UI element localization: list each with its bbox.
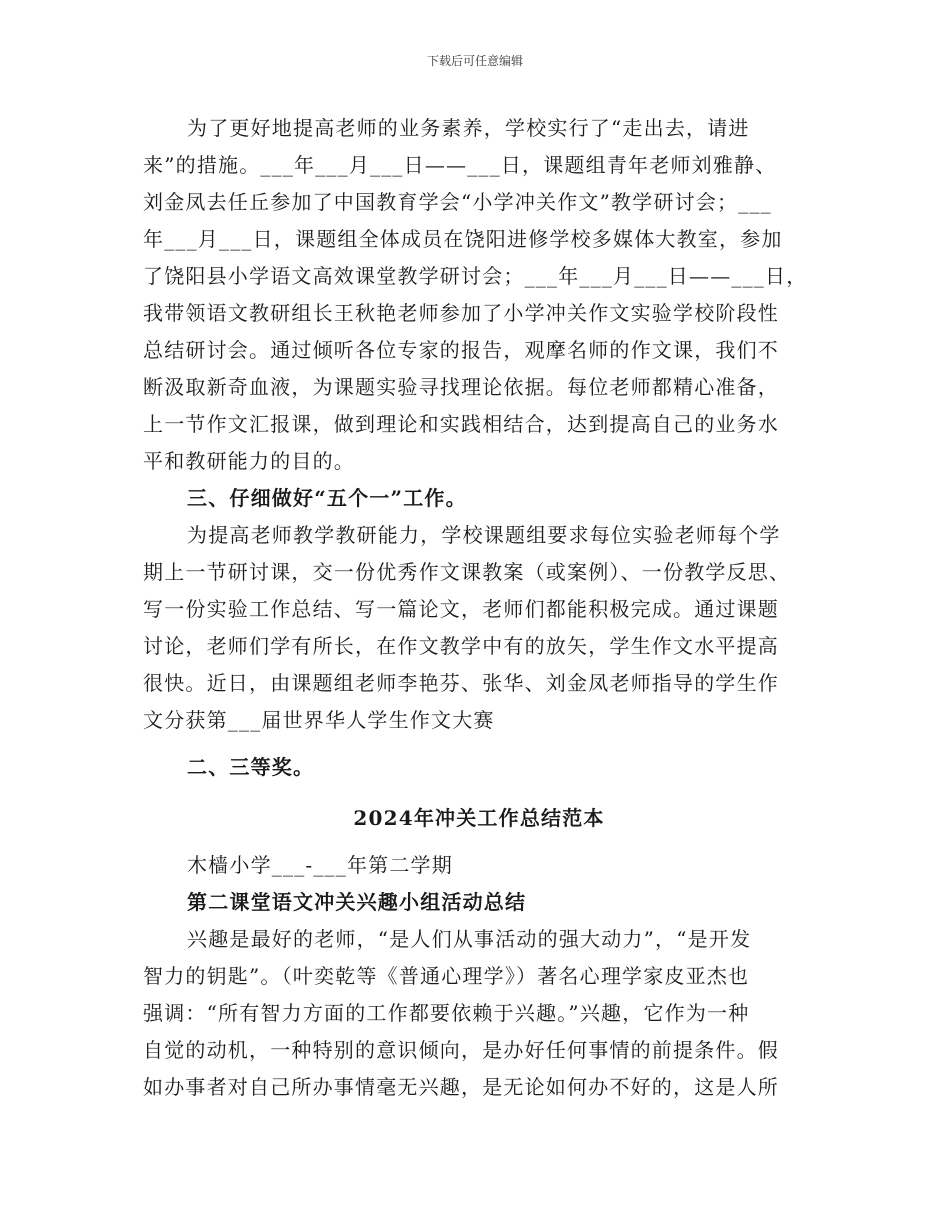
paragraph-line: 文分获第___届世界华人学生作文大赛 xyxy=(143,708,495,732)
paragraph-line: 强调：“所有智力方面的工作都要依赖于兴趣。”兴趣，它作为一种 xyxy=(143,1001,750,1025)
section-3 xyxy=(143,480,815,786)
paragraph-line: 如办事者对自己所办事情毫无兴趣，是无论如何办不好的，这是人所 xyxy=(143,1075,779,1099)
paragraph-line: 很快。近日，由课题组老师李艳芬、张华、刘金凤老师指导的学生作 xyxy=(143,671,779,695)
document-title: 2024年冲关工作总结范本 xyxy=(353,806,605,830)
school-term-line: 木樯小学___-___年第二学期 xyxy=(187,853,453,877)
paragraph-line: 写一份实验工作总结、写一篇论文，老师们都能积极完成。通过课题 xyxy=(143,597,779,621)
paragraph-line: 为提高老师教学教研能力，学校课题组要求每位实验老师每个学 xyxy=(187,523,781,547)
paragraph-line: 年___月___日，课题组全体成员在饶阳进修学校多媒体大教室，参加 xyxy=(143,227,783,251)
paragraph-line: 平和教研能力的目的。 xyxy=(143,449,355,473)
document-body xyxy=(143,110,815,1106)
document-subtitle: 第二课堂语文冲关兴趣小组活动总结 xyxy=(187,890,527,914)
paragraph-line: 讨论，老师们学有所长，在作文教学中有的放矢，学生作文水平提高 xyxy=(143,634,779,658)
document-2 xyxy=(143,800,815,1106)
section-heading: 三、仔细做好“五个一”工作。 xyxy=(187,486,467,510)
paragraph-line: 刘金凤去任丘参加了中国教育学会“小学冲关作文”教学研讨会；___ xyxy=(143,190,772,214)
paragraph-line: 断汲取新奇血液，为课题实验寻找理论依据。每位老师都精心准备， xyxy=(143,375,779,399)
paragraph-line: 期上一节研讨课，交一份优秀作文课教案（或案例）、一份教学反思、 xyxy=(143,560,791,584)
paragraph-line: 上一节作文汇报课，做到理论和实践相结合，达到提高自己的业务水 xyxy=(143,412,779,436)
paragraph-line: 总结研讨会。通过倾听各位专家的报告，观摩名师的作文课，我们不 xyxy=(143,338,779,362)
paragraph-1 xyxy=(143,110,815,480)
paragraph-line: 为了更好地提高老师的业务素养，学校实行了“走出去，请进 xyxy=(187,116,750,140)
paragraph-line: 我带领语文教研组长王秋艳老师参加了小学冲关作文实验学校阶段性 xyxy=(143,301,779,325)
paragraph-line: 兴趣是最好的老师，“是人们从事活动的强大动力”，“是开发 xyxy=(187,927,752,951)
paragraph-line: 自觉的动机，一种特别的意识倾向，是办好任何事情的前提条件。假 xyxy=(143,1038,779,1062)
paragraph-line: 了饶阳县小学语文高效课堂教学研讨会；___年___月___日——___日， xyxy=(143,264,808,288)
award-closing: 二、三等奖。 xyxy=(187,755,315,779)
header-note: 下载后可任意编辑 xyxy=(426,54,523,68)
paragraph-line: 智力的钥匙”。（叶奕乾等《普通心理学》）著名心理学家皮亚杰也 xyxy=(143,964,750,988)
paragraph-line: 来”的措施。___年___月___日——___日，课题组青年老师刘雅静、 xyxy=(143,153,777,177)
